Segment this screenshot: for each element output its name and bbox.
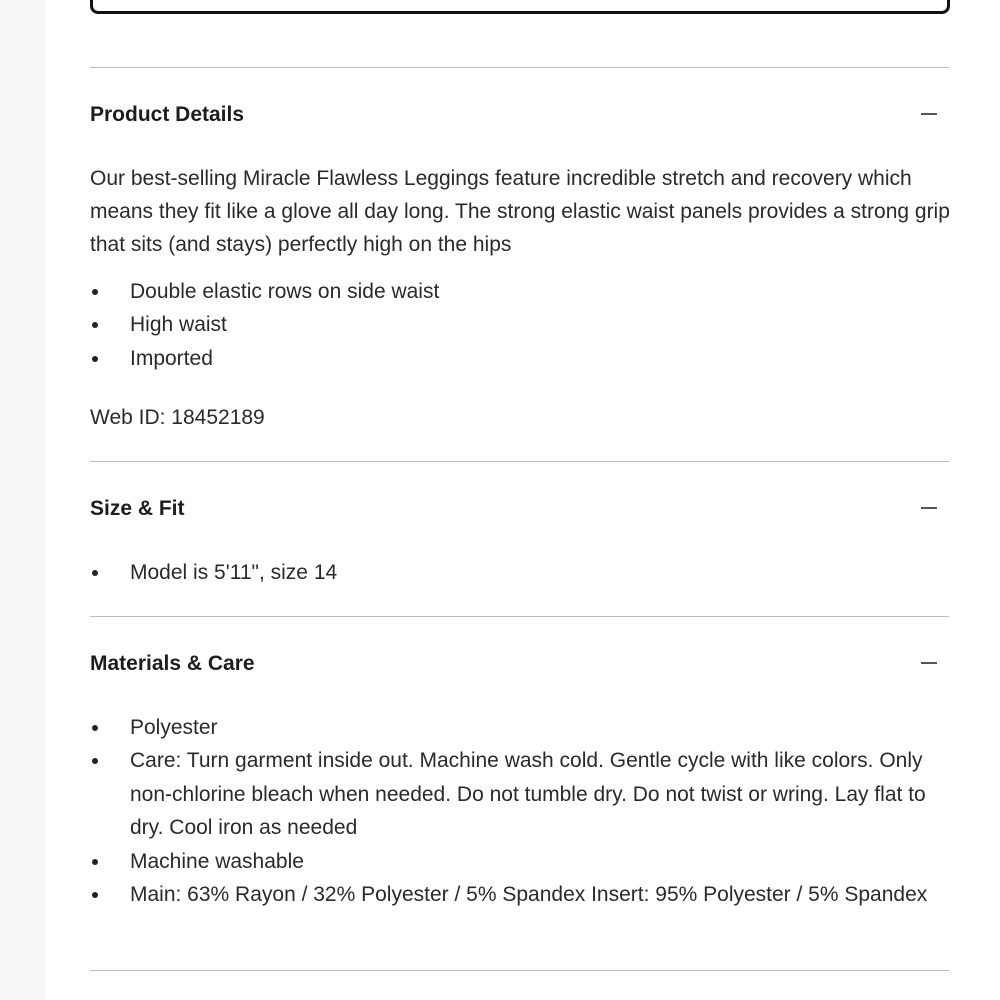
- bullet-icon: [92, 570, 98, 576]
- minus-icon[interactable]: [921, 113, 937, 115]
- list-item-text: Care: Turn garment inside out. Machine wash cold. Gentle cycle with like colors. Only non-chlorine bleach when needed. Do not tumble dry. Do not twist or wring. Lay flat to dry. Cool iron as needed: [130, 749, 926, 840]
- list-item: [90, 342, 950, 375]
- list-item-text: Polyester: [130, 716, 218, 739]
- product-details-list: [90, 275, 950, 375]
- web-id: Web ID: 18452189: [90, 406, 265, 429]
- list-item: [90, 711, 950, 744]
- list-item: [90, 845, 950, 878]
- materials-care-header[interactable]: [90, 644, 949, 684]
- size-fit-list: [90, 556, 950, 589]
- list-item-text: Main: 63% Rayon / 32% Polyester / 5% Spandex Insert: 95% Polyester / 5% Spandex: [130, 883, 928, 907]
- left-panel-edge: [0, 0, 46, 1000]
- materials-care-list: [90, 711, 950, 911]
- size-fit-title: Size & Fit: [90, 497, 185, 520]
- section-divider: [90, 970, 949, 971]
- materials-care-title: Materials & Care: [90, 652, 255, 675]
- bullet-icon: [92, 289, 98, 295]
- section-divider: [90, 67, 949, 68]
- list-item: [90, 308, 950, 341]
- bullet-icon: [92, 356, 98, 362]
- bullet-icon: [92, 859, 98, 865]
- bullet-icon: [92, 758, 98, 764]
- list-item: [90, 878, 950, 911]
- list-item-text: Machine washable: [130, 849, 304, 873]
- product-details-header[interactable]: [90, 95, 949, 135]
- list-item-text: Double elastic rows on side waist: [130, 280, 440, 303]
- list-item: [90, 556, 950, 589]
- list-item-text: High waist: [130, 313, 227, 337]
- bullet-icon: [92, 725, 98, 731]
- list-item: [90, 275, 950, 308]
- minus-icon[interactable]: [921, 507, 937, 509]
- bullet-icon: [92, 322, 98, 328]
- product-description: Our best-selling Miracle Flawless Leggings feature incredible stretch and recovery which means they fit like a glove all day long. The strong elastic waist panels provides a strong grip that sits (and stays) perfectly high on the hips: [90, 167, 950, 256]
- list-item: [90, 744, 950, 844]
- minus-icon[interactable]: [921, 662, 937, 664]
- list-item-text: Imported: [130, 346, 213, 370]
- size-fit-header[interactable]: [90, 489, 949, 529]
- product-details-title: Product Details: [90, 103, 245, 126]
- add-to-bag-button[interactable]: [90, 0, 950, 14]
- section-divider: [90, 461, 949, 462]
- section-divider: [90, 616, 949, 617]
- bullet-icon: [92, 892, 98, 898]
- list-item-text: Model is 5'11", size 14: [130, 561, 338, 584]
